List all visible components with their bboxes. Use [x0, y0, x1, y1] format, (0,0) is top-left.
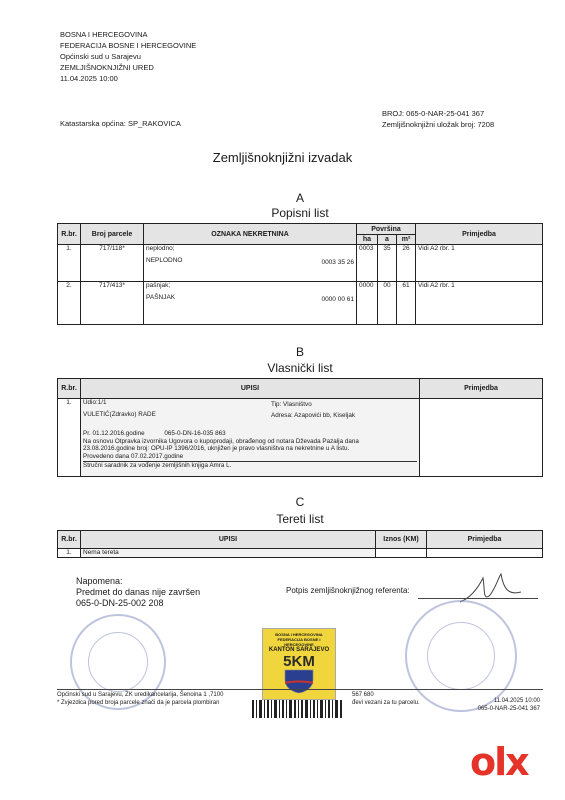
tax-stamp-canton: KANTON SARAJEVO: [268, 647, 330, 653]
cell-m2: 26: [397, 245, 416, 282]
footer-left: [57, 691, 223, 707]
col-ha: ha: [357, 235, 378, 245]
oznaka-name: NEPLODNO: [146, 257, 183, 264]
table-row: [58, 399, 543, 477]
cell-primjedba: [420, 399, 543, 477]
col-rbr: R.br.: [58, 379, 81, 399]
cell-primjedba: [427, 549, 543, 558]
napomena-block: [76, 576, 200, 609]
tax-stamp-amount: 5KM: [283, 653, 315, 670]
section-c-letter: C: [295, 495, 305, 509]
cell-primjedba: Vidi A2 rbr. 1: [416, 245, 543, 282]
footer-doc-number: 065-0-NAR-25-041 367: [477, 706, 540, 712]
pr-date: Pr. 01.12.2016.godine: [83, 430, 145, 438]
napomena-number: 065-0-DN-25-002 208: [76, 598, 164, 608]
cell-m2: 61: [397, 282, 416, 325]
napomena-label: Napomena:: [76, 576, 123, 586]
cell-rbr: 1.: [58, 399, 81, 477]
cell-ha: 0000: [357, 282, 378, 325]
oznaka-type: neplodno;: [146, 245, 175, 252]
potpis-label: Potpis zemljišnoknjižnog referenta:: [286, 586, 410, 595]
col-m2: m²: [397, 235, 416, 245]
header-office: ZEMLJIŠNOKNJIŽNI URED: [60, 63, 154, 72]
footer-address: Općinski sud u Sarajevu, ZK uredikancelarija, Šenoina 1 ,7100: [57, 692, 224, 698]
footer-note: * Zvjezdica pored broja parcele znači da je parcela plombiran: [57, 700, 220, 706]
owner-name: VULETIĆ(Zdravko) RADE: [83, 410, 156, 418]
cell-rbr: 1.: [58, 245, 81, 282]
col-povrsina: Površina: [357, 224, 416, 235]
entry-text-1: Na osnovu Otpravka izvornika Ugovora o kupoprodaji, obrađenog od notara Dževada Pazalja dana: [83, 437, 359, 445]
pr-number: 065-0-DN-16-035 863: [164, 430, 226, 438]
section-b-letter: B: [295, 345, 304, 359]
table-row: [58, 245, 543, 282]
tax-stamp-federation: FEDERACIJA BOSNE I HERCEGOVINE: [277, 637, 321, 647]
footer-divider: [57, 689, 543, 690]
col-primjedba: Primjedba: [420, 379, 543, 399]
col-rbr: R.br.: [58, 531, 81, 549]
col-broj-parcele: Broj parcele: [81, 224, 144, 245]
cell-a: 35: [378, 245, 397, 282]
document-title: Zemljišnoknjižni izvadak: [212, 150, 353, 165]
court-stamp-right: [405, 600, 517, 712]
coat-of-arms-icon: [279, 668, 319, 694]
cell-oznaka: [144, 245, 357, 282]
col-oznaka: OZNAKA NEKRETNINA: [144, 224, 357, 245]
cell-rbr: 1.: [58, 549, 81, 558]
popisni-list-table: [57, 223, 543, 325]
cell-primjedba: Vidi A2 rbr. 1: [416, 282, 543, 325]
section-b-title: Vlasnički list: [267, 361, 333, 375]
header-datetime: 11.04.2025 10:00: [60, 74, 118, 83]
section-a-letter: A: [295, 191, 304, 205]
col-primjedba: Primjedba: [416, 224, 543, 245]
tax-stamp-country: BOSNA I HERCEGOVINA: [275, 632, 323, 637]
ulozak-number: Zemljišnoknjižni uložak broj: 7208: [382, 120, 495, 129]
olx-logo: olx: [470, 740, 528, 784]
oznaka-type: pašnjak;: [146, 282, 171, 289]
header-court: Općinski sud u Sarajevu: [60, 52, 141, 61]
tereti-list-table: [57, 530, 543, 558]
owner-address: Adresa: Azapovići bb, Kiseljak: [271, 412, 356, 419]
footer-mid-note: đevi vezani za tu parcelu.: [352, 700, 420, 706]
entry-text-4: Stručni saradnik za vođenje zemljišnih knjiga Amra L.: [83, 461, 417, 470]
broj-number: BROJ: 065-0-NAR-25-041 367: [382, 109, 485, 118]
col-rbr: R.br.: [58, 224, 81, 245]
cell-broj: 717/413*: [81, 282, 144, 325]
vlasnicki-list-table: [57, 378, 543, 477]
cell-iznos: [376, 549, 427, 558]
oznaka-code: 0000 00 61: [321, 296, 354, 303]
cell-a: 00: [378, 282, 397, 325]
footer-mid-number: 567 680: [352, 692, 374, 698]
footer-datetime: 11.04.2025 10:00: [493, 698, 540, 704]
cell-ha: 0003: [357, 245, 378, 282]
cell-oznaka: [144, 282, 357, 325]
header-block: [60, 29, 196, 84]
table-row: [58, 282, 543, 325]
entry-text-3: Provedeno dana 07.02.2017.godine: [83, 452, 184, 460]
header-federation: FEDERACIJA BOSNE I HERCEGOVINE: [60, 41, 197, 50]
col-upisi: UPISI: [81, 531, 376, 549]
table-row: [58, 549, 543, 558]
footer-mid: [352, 691, 420, 707]
section-a-title: Popisni list: [271, 206, 329, 220]
entry-text-2: 23.08.2016.godine broj: OPU-IP 1396/2016, uknjižen je pravo vlasništva na nekretnine u A listu.: [83, 445, 350, 453]
cell-broj: 717/118*: [81, 245, 144, 282]
udio: Udio:1/1: [83, 399, 107, 406]
katastarska-opcina: Katastarska općina: SP_RAKOVICA: [60, 119, 181, 128]
oznaka-code: 0003 35 26: [321, 259, 354, 266]
header-country: BOSNA I HERCEGOVINA: [60, 30, 148, 39]
broj-block: [382, 108, 494, 130]
cell-upisi: Nema tereta: [81, 549, 376, 558]
col-iznos: Iznos (KM): [376, 531, 427, 549]
tip: Tip: Vlasništvo: [271, 401, 312, 408]
barcode-image: [250, 698, 350, 720]
oznaka-name: PAŠNJAK: [146, 294, 176, 301]
napomena-text: Predmet do danas nije završen: [76, 587, 201, 597]
section-c-title: Tereti list: [276, 512, 324, 526]
cell-rbr: 2.: [58, 282, 81, 325]
cell-upisi: [81, 399, 420, 477]
col-primjedba: Primjedba: [427, 531, 543, 549]
col-upisi: UPISI: [81, 379, 420, 399]
col-a: a: [378, 235, 397, 245]
footer-right: [470, 697, 540, 713]
